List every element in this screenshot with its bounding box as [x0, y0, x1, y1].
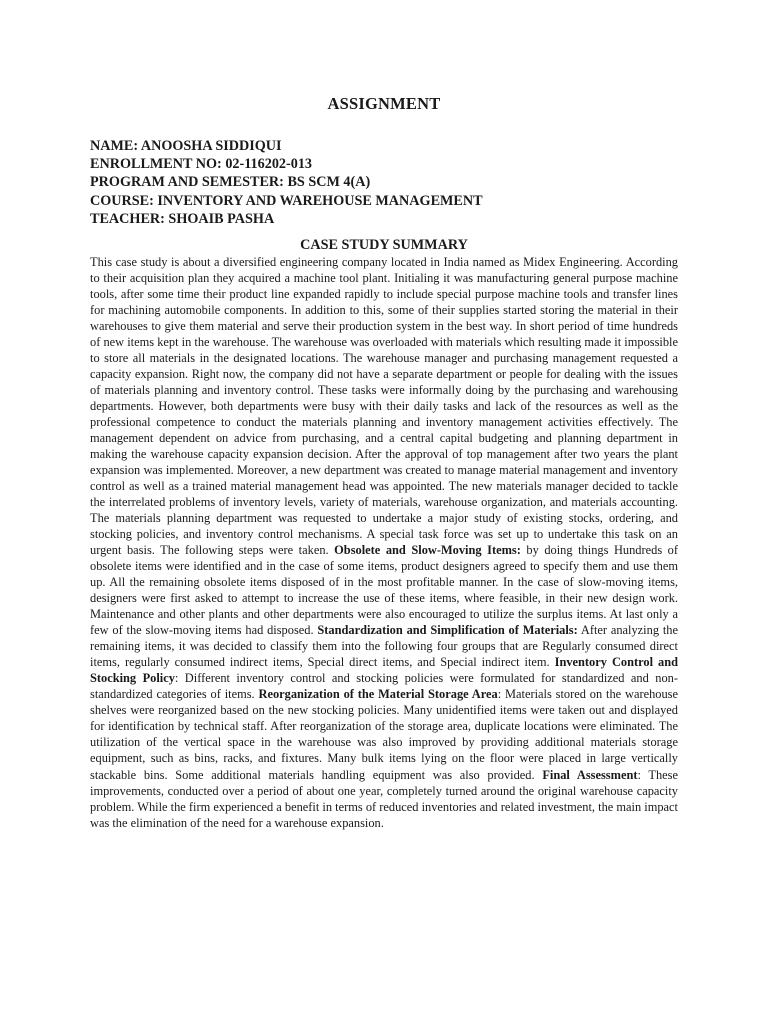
- paragraph-text: : These improvements, conducted over a period of about one year, completely turned around the original warehouse capacity problem. While the firm experienced a benefit in terms of reduced inventories and related investment, the main impact was the elimination of the need for a warehouse expansion.: [90, 767, 678, 830]
- paragraph-text: This case study is about a diversified engineering company located in India named as Midex Engineering. According to their acquisition plan they acquired a machine tool plant. Initialing it was manufacturing general purpose machine tools, after some time their product line expanded rapidly to include special purpose machine tools and transfer lines for machining automobile components. In addition to this, some of their supplies started storing the material in their warehouses to give them material and serve their production system in the best way. In short period of time hundreds of new items kept in the warehouse. The warehouse was overloaded with materials which resulting made it impossible to store all materials in the designated locations. The warehouse manager and purchasing management requested a capacity expansion. Right now, the company did not have a separate department or people for dealing with the issues of materials planning and inventory control. These tasks were informally doing by the purchasing and warehousing departments. However, both departments were busy with their daily tasks and lack of the resources as well as the professional competence to conduct the materials planning and inventory management activities effectively. The management dependent on advice from purchasing, and a central capital budgeting and planning department in making the warehouse capacity expansion decision. After the approval of top management after two years the plant expansion was implemented. Moreover, a new department was created to manage material management and inventory control as well as a trained material management head was appointed. The new materials manager decided to tackle the interrelated problems of inventory levels, variety of materials, warehouse organization, and materials accounting. The materials planning department was requested to undertake a major study of existing stocks, ordering, and stocking policies, and inventory control mechanisms. A special task force was set up to undertake this task on an urgent basis. The following steps were taken.: [90, 255, 678, 558]
- section-heading-obsolete: Obsolete and Slow-Moving Items:: [334, 543, 521, 558]
- info-teacher: TEACHER: SHOAIB PASHA: [90, 210, 275, 227]
- paragraph-text: by doing things Hundreds of obsolete items were identified and in the case of some items, product designers agreed to specify them and use them up. All the remaining obsolete items disposed of in the most profitable manner. In the case of slow-moving items, designers were first asked to attempt to increase the use of these items, where feasible, in their new design work. Maintenance and other plants and other departments were also encouraged to utilize the surplus items. At last only a few of the slow-moving items had disposed.: [90, 543, 679, 638]
- paragraph-text: : Materials stored on the warehouse shelves were reorganized based on the new stocking policies. Many unidentified items were taken out and displayed for identification by technical staff. After reorganization of the storage area, duplicate locations were eliminated. The utilization of the vertical space in the warehouse was also improved by providing additional materials storage equipment, such as bins, racks, and fixtures. Many bulk items lying on the floor were placed in large vertically stackable bins. Some additional materials handling equipment was also provided.: [90, 687, 678, 782]
- document-title: ASSIGNMENT: [327, 94, 441, 113]
- info-course: COURSE: INVENTORY AND WAREHOUSE MANAGEMENT: [90, 192, 483, 209]
- paragraph-text: : Different inventory control and stocking policies were formulated for standardized and non-standardized categories of items.: [90, 671, 678, 702]
- section-heading-reorganization: Reorganization of the Material Storage Area: [258, 687, 498, 702]
- summary-paragraph: [90, 254, 678, 831]
- section-heading-standardization: Standardization and Simplification of Materials:: [317, 623, 578, 638]
- info-program: PROGRAM AND SEMESTER: BS SCM 4(A): [90, 174, 371, 191]
- info-enrollment: ENROLLMENT NO: 02-116202-013: [90, 156, 313, 173]
- student-info-block: [90, 137, 690, 228]
- summary-heading: CASE STUDY SUMMARY: [300, 237, 468, 253]
- paragraph-text: After analyzing the remaining items, it was decided to classify them into the following four groups that are Regularly consumed direct items, regularly consumed indirect items, Special direct items, and Special indirect item.: [90, 623, 678, 670]
- section-heading-inventory-control: Inventory Control and Stocking Policy: [90, 655, 678, 686]
- info-name: NAME: ANOOSHA SIDDIQUI: [90, 138, 282, 154]
- section-heading-final-assessment: Final Assessment: [542, 767, 638, 782]
